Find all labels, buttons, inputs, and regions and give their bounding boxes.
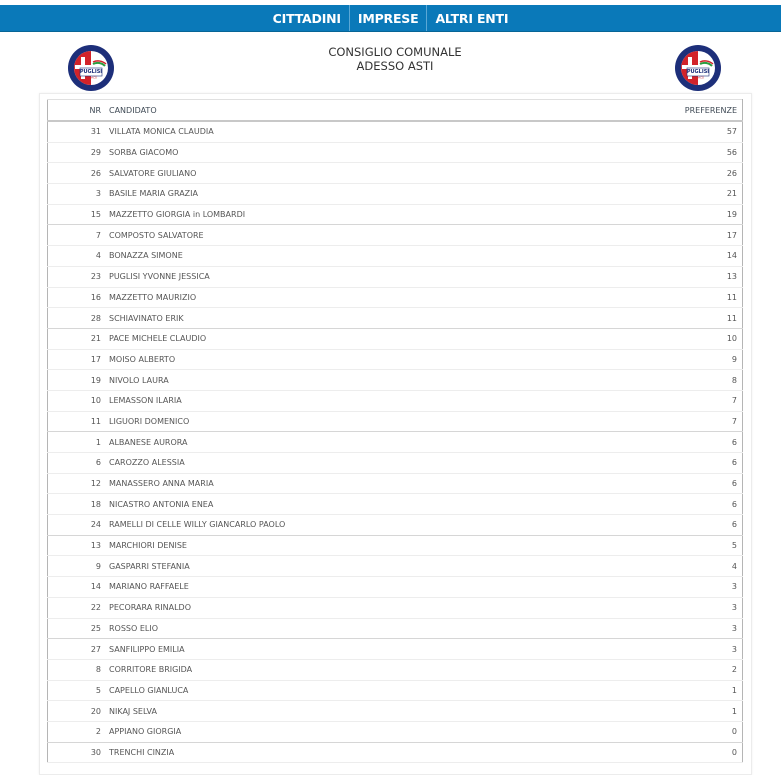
table-row	[48, 204, 743, 225]
party-logo-right	[674, 44, 722, 92]
column-header-candidate[interactable]: CANDIDATO	[109, 100, 586, 122]
candidate-name: CORRITORE BRIGIDA	[109, 659, 586, 680]
candidate-preferences: 26	[586, 163, 742, 184]
page-title	[290, 45, 500, 73]
table-row	[48, 535, 743, 556]
candidate-preferences: 3	[586, 639, 742, 660]
candidate-number: 30	[48, 742, 110, 763]
candidate-number: 24	[48, 515, 110, 536]
candidate-name: PUGLISI YVONNE JESSICA	[109, 266, 586, 287]
table-row	[48, 680, 743, 701]
column-header-nr[interactable]: NR	[48, 100, 110, 122]
candidate-number: 27	[48, 639, 110, 660]
candidate-preferences: 1	[586, 701, 742, 722]
candidate-preferences: 3	[586, 618, 742, 639]
candidate-number: 9	[48, 556, 110, 577]
candidate-name: MARCHIORI DENISE	[109, 535, 586, 556]
candidate-name: MOISO ALBERTO	[109, 349, 586, 370]
candidate-preferences: 6	[586, 432, 742, 453]
table-row	[48, 742, 743, 763]
candidate-number: 5	[48, 680, 110, 701]
table-row	[48, 142, 743, 163]
candidate-preferences: 5	[586, 535, 742, 556]
candidate-preferences: 11	[586, 287, 742, 308]
candidate-number: 11	[48, 411, 110, 432]
candidate-preferences: 7	[586, 390, 742, 411]
candidate-name: MAZZETTO MAURIZIO	[109, 287, 586, 308]
table-row	[48, 453, 743, 474]
table-row	[48, 121, 743, 142]
table-row	[48, 639, 743, 660]
candidate-preferences: 57	[586, 121, 742, 142]
candidate-number: 25	[48, 618, 110, 639]
table-row	[48, 618, 743, 639]
candidate-number: 12	[48, 473, 110, 494]
candidate-number: 2	[48, 721, 110, 742]
logo-text: PUGLISI	[686, 69, 710, 75]
candidate-name: GASPARRI STEFANIA	[109, 556, 586, 577]
candidate-number: 26	[48, 163, 110, 184]
table-row	[48, 721, 743, 742]
table-row	[48, 308, 743, 329]
table-row	[48, 494, 743, 515]
candidate-number: 1	[48, 432, 110, 453]
nav-altri-enti[interactable]: ALTRI ENTI	[435, 10, 509, 26]
candidate-number: 15	[48, 204, 110, 225]
candidate-name: TRENCHI CINZIA	[109, 742, 586, 763]
table-row	[48, 246, 743, 267]
candidate-number: 20	[48, 701, 110, 722]
candidate-preferences: 7	[586, 411, 742, 432]
candidate-preferences: 6	[586, 453, 742, 474]
candidate-name: ALBANESE AURORA	[109, 432, 586, 453]
candidate-preferences: 14	[586, 246, 742, 267]
candidate-preferences: 3	[586, 597, 742, 618]
candidate-number: 10	[48, 390, 110, 411]
candidate-name: SORBA GIACOMO	[109, 142, 586, 163]
candidate-number: 28	[48, 308, 110, 329]
table-row	[48, 473, 743, 494]
candidate-number: 18	[48, 494, 110, 515]
candidate-preferences: 21	[586, 184, 742, 205]
table-header-row	[48, 100, 743, 122]
candidate-name: MAZZETTO GIORGIA in LOMBARDI	[109, 204, 586, 225]
nav-cittadini[interactable]: CITTADINI	[272, 10, 341, 26]
candidate-preferences: 3	[586, 577, 742, 598]
table-row	[48, 266, 743, 287]
table-row	[48, 659, 743, 680]
logo-subtext: SINDACO	[692, 76, 704, 80]
candidate-number: 22	[48, 597, 110, 618]
table-row	[48, 411, 743, 432]
candidate-preferences: 56	[586, 142, 742, 163]
candidate-name: SANFILIPPO EMILIA	[109, 639, 586, 660]
candidate-preferences: 19	[586, 204, 742, 225]
candidate-name: VILLATA MONICA CLAUDIA	[109, 121, 586, 142]
candidate-name: BASILE MARIA GRAZIA	[109, 184, 586, 205]
candidate-number: 7	[48, 225, 110, 246]
candidate-name: COMPOSTO SALVATORE	[109, 225, 586, 246]
candidate-name: SCHIAVINATO ERIK	[109, 308, 586, 329]
results-table	[47, 99, 743, 763]
candidate-number: 17	[48, 349, 110, 370]
table-row	[48, 577, 743, 598]
candidate-number: 6	[48, 453, 110, 474]
candidate-preferences: 4	[586, 556, 742, 577]
table-row	[48, 515, 743, 536]
candidate-name: PACE MICHELE CLAUDIO	[109, 328, 586, 349]
table-row	[48, 597, 743, 618]
candidate-number: 23	[48, 266, 110, 287]
candidate-name: APPIANO GIORGIA	[109, 721, 586, 742]
table-row	[48, 184, 743, 205]
table-row	[48, 287, 743, 308]
candidate-preferences: 11	[586, 308, 742, 329]
candidate-number: 4	[48, 246, 110, 267]
candidate-preferences: 0	[586, 742, 742, 763]
candidate-number: 8	[48, 659, 110, 680]
candidate-name: LIGUORI DOMENICO	[109, 411, 586, 432]
table-row	[48, 163, 743, 184]
candidate-name: CAROZZO ALESSIA	[109, 453, 586, 474]
candidate-preferences: 10	[586, 328, 742, 349]
table-row	[48, 701, 743, 722]
candidate-number: 31	[48, 121, 110, 142]
candidate-preferences: 2	[586, 659, 742, 680]
table-row	[48, 328, 743, 349]
logo-text: PUGLISI	[79, 69, 103, 75]
title-line-2: ADESSO ASTI	[356, 59, 434, 73]
candidate-number: 13	[48, 535, 110, 556]
table-row	[48, 390, 743, 411]
candidate-name: BONAZZA SIMONE	[109, 246, 586, 267]
candidate-name: PECORARA RINALDO	[109, 597, 586, 618]
candidate-name: CAPELLO GIANLUCA	[109, 680, 586, 701]
candidate-name: RAMELLI DI CELLE WILLY GIANCARLO PAOLO	[109, 515, 586, 536]
candidate-preferences: 0	[586, 721, 742, 742]
candidate-preferences: 8	[586, 370, 742, 391]
candidate-preferences: 1	[586, 680, 742, 701]
table-row	[48, 349, 743, 370]
table-row	[48, 556, 743, 577]
candidate-number: 16	[48, 287, 110, 308]
party-logo-left	[67, 44, 115, 92]
candidate-number: 19	[48, 370, 110, 391]
candidate-preferences: 6	[586, 494, 742, 515]
candidate-preferences: 9	[586, 349, 742, 370]
column-header-preferences[interactable]: PREFERENZE	[586, 100, 742, 122]
candidate-preferences: 13	[586, 266, 742, 287]
candidate-name: MARIANO RAFFAELE	[109, 577, 586, 598]
candidate-number: 14	[48, 577, 110, 598]
candidate-name: NICASTRO ANTONIA ENEA	[109, 494, 586, 515]
candidate-name: SALVATORE GIULIANO	[109, 163, 586, 184]
candidate-number: 3	[48, 184, 110, 205]
candidate-preferences: 17	[586, 225, 742, 246]
candidate-name: MANASSERO ANNA MARIA	[109, 473, 586, 494]
top-navigation	[0, 5, 781, 32]
candidate-name: ROSSO ELIO	[109, 618, 586, 639]
candidate-preferences: 6	[586, 515, 742, 536]
nav-imprese[interactable]: IMPRESE	[357, 10, 419, 26]
title-line-1: CONSIGLIO COMUNALE	[328, 45, 462, 59]
candidate-number: 29	[48, 142, 110, 163]
table-row	[48, 370, 743, 391]
candidate-name: LEMASSON ILARIA	[109, 390, 586, 411]
table-row	[48, 432, 743, 453]
candidate-name: NIKAJ SELVA	[109, 701, 586, 722]
candidate-number: 21	[48, 328, 110, 349]
logo-subtext: SINDACO	[85, 76, 97, 80]
candidate-name: NIVOLO LAURA	[109, 370, 586, 391]
candidate-preferences: 6	[586, 473, 742, 494]
table-row	[48, 225, 743, 246]
